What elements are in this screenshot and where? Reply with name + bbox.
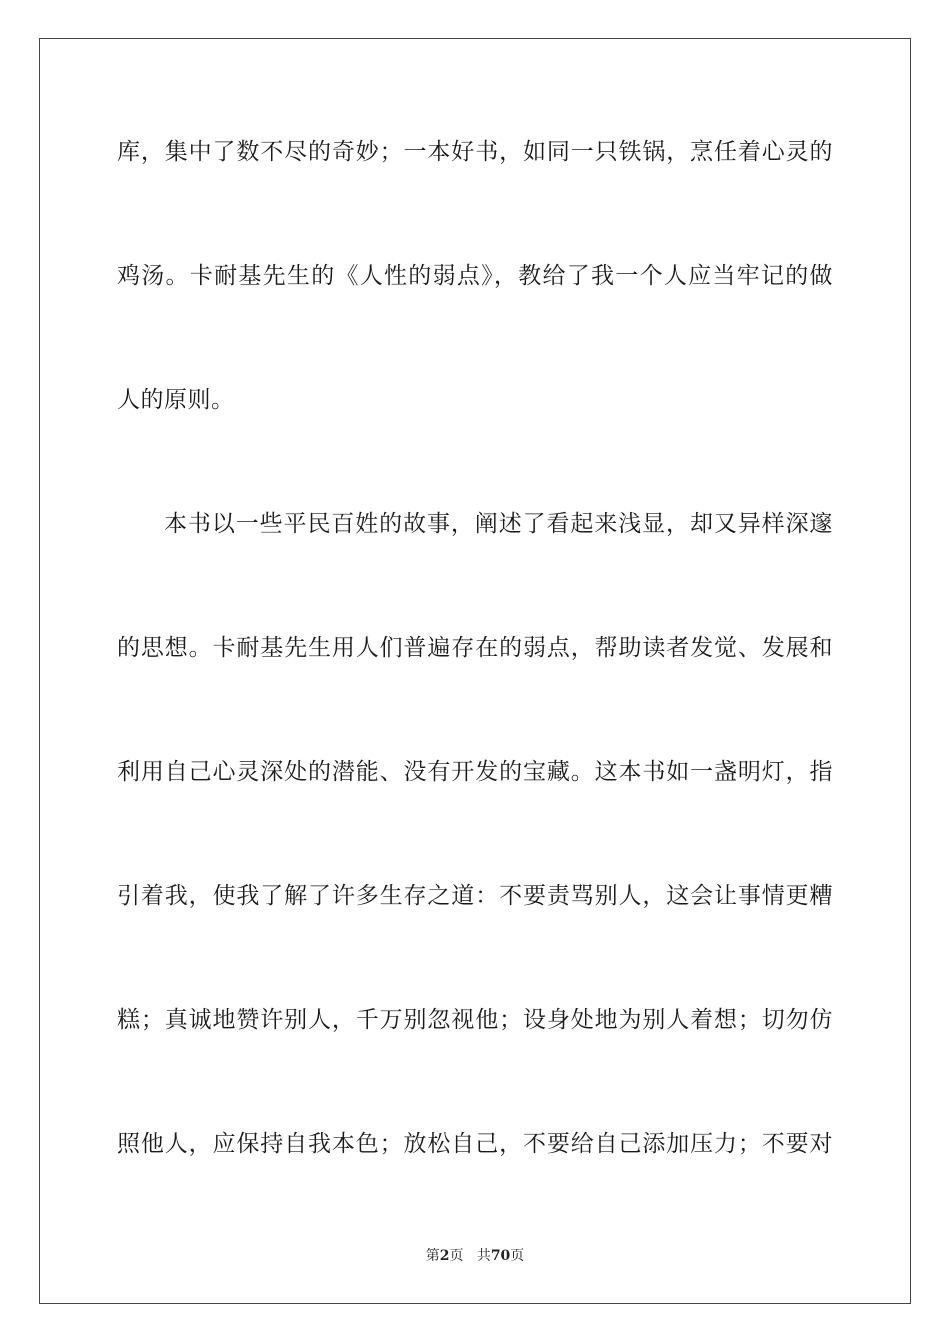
text-line-3: 人的原则。 (117, 387, 235, 413)
text-line-4: 本书以一些平民百姓的故事，阐述了看起来浅显，却又异样深邃 (164, 511, 833, 537)
footer-prefix: 第 (425, 1248, 440, 1264)
footer-total-suffix: 页 (510, 1248, 525, 1264)
text-line-7: 引着我，使我了解了许多生存之道：不要责骂别人，这会让事情更糟 (117, 883, 833, 909)
footer-page-suffix: 页 (449, 1248, 464, 1264)
text-line-6: 利用自己心灵深处的潜能、没有开发的宝藏。这本书如一盏明灯，指 (117, 759, 833, 785)
footer-total-prefix: 共 (476, 1248, 491, 1264)
text-line-1: 库，集中了数不尽的奇妙；一本好书，如同一只铁锅，烹任着心灵的 (117, 139, 833, 165)
text-line-8: 糕；真诚地赞许别人，千万别忽视他；设身处地为别人着想；切勿仿 (117, 1007, 833, 1033)
page-footer (0, 1246, 950, 1266)
page-frame (39, 38, 911, 1304)
footer-total-pages: 70 (490, 1248, 511, 1264)
text-line-5: 的思想。卡耐基先生用人们普遍存在的弱点，帮助读者发觉、发展和 (117, 635, 833, 661)
text-line-9: 照他人，应保持自我本色；放松自己，不要给自己添加压力；不要对 (117, 1131, 833, 1157)
footer-page-number: 2 (439, 1248, 450, 1264)
text-line-2: 鸡汤。卡耐基先生的《人性的弱点》，教给了我一个人应当牢记的做 (117, 263, 833, 289)
